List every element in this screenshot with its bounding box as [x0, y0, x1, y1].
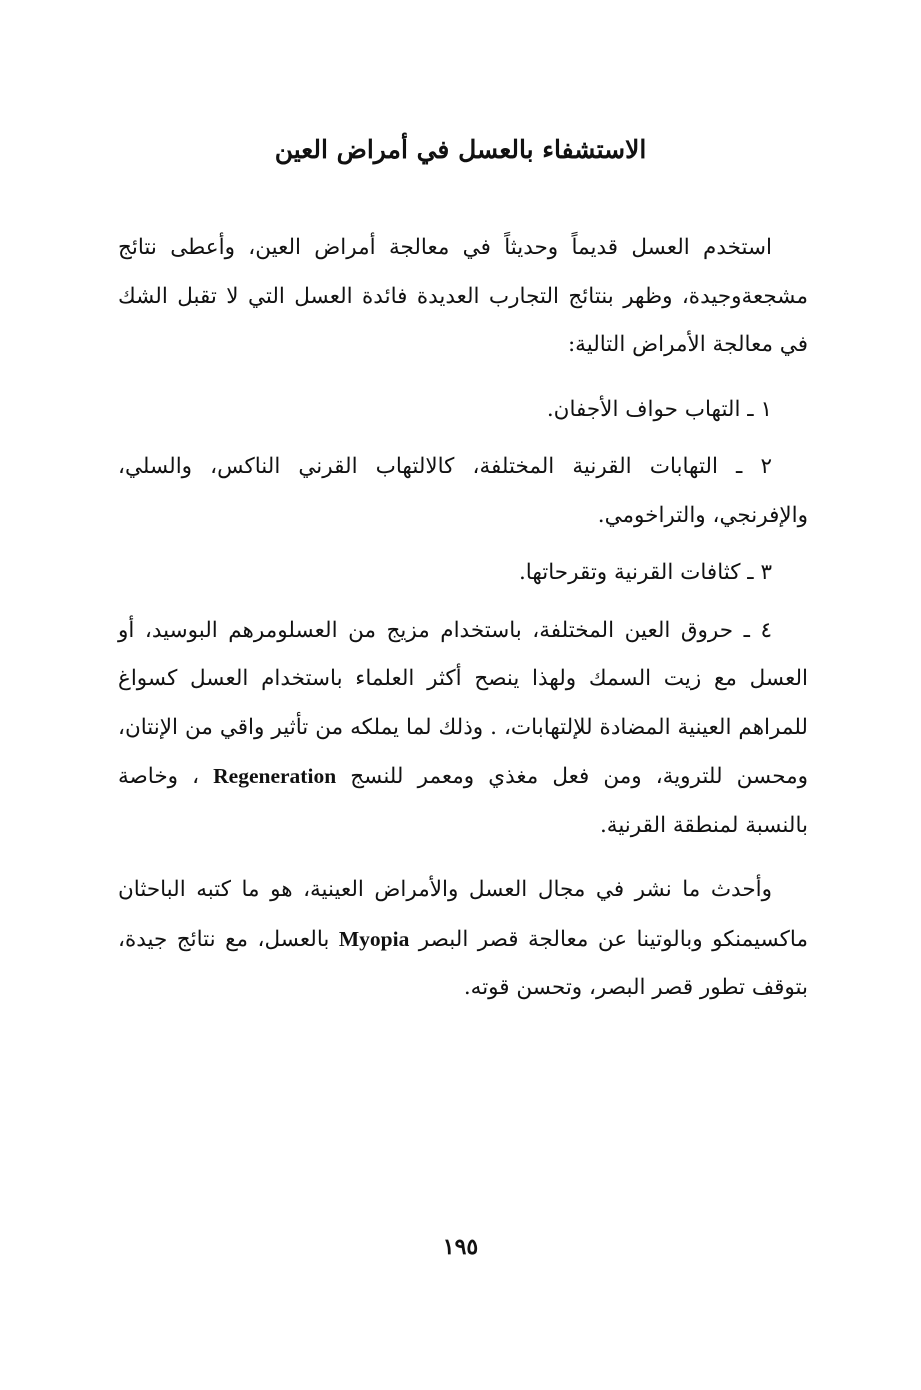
closing-text-end: بالعسل، مع نتائج جيدة، بتوقف تطور قصر البصر، وتحسن قوته.	[118, 926, 808, 1000]
list-item-2: ٢ ـ التهابات القرنية المختلفة، كالالتهاب القرني الناكس، والسلي، والإفرنجي، والتراخومي.	[118, 454, 808, 528]
latin-term-myopia: Myopia	[338, 926, 410, 951]
page-body	[118, 224, 808, 1013]
latin-term-regeneration: Regeneration	[213, 764, 337, 788]
list-item-1: ١ ـ التهاب حواف الأجفان.	[546, 396, 772, 422]
list-item-4-text-end: ، وخاصة بالنسبة لمنطقة القرنية.	[118, 764, 808, 838]
intro-paragraph: استخدم العسل قديماً وحديثاً في معالجة أمراض العين، وأعطى نتائج مشجعةوجيدة، وظهر بنتائج التجارب العديدة فائدة العسل التي لا تقبل الشك في معالجة الأمراض التالية:	[118, 235, 808, 357]
closing-paragraph	[118, 866, 808, 1013]
list-item-3: ٣ ـ كثافات القرنية وتقرحاتها.	[518, 560, 772, 585]
page-number: ١٩٥	[442, 1234, 479, 1260]
closing-text-start: وأحدث ما نشر في مجال العسل والأمراض العينية، هو ما كتبه الباحثان ماكسيمنكو وبالوتينا عن معالجة قصر البصر	[118, 877, 808, 952]
page-title: الاستشفاء بالعسل في أمراض العين	[274, 135, 647, 164]
list-item-4-text-start: ٤ ـ حروق العين المختلفة، باستخدام مزيج من العسلومرهم البوسيد، أو العسل مع زيت السمك ولهذا ينصح أكثر العلماء باستخدام العسل كسواغ للمراهم العينية المضادة للإلتهابات، . وذلك لما يملكه من تأثير واقي من الإنتان، ومحسن للتروية، ومن فعل مغذي ومعمر للنسج	[118, 617, 808, 789]
list-item-4	[118, 607, 808, 851]
